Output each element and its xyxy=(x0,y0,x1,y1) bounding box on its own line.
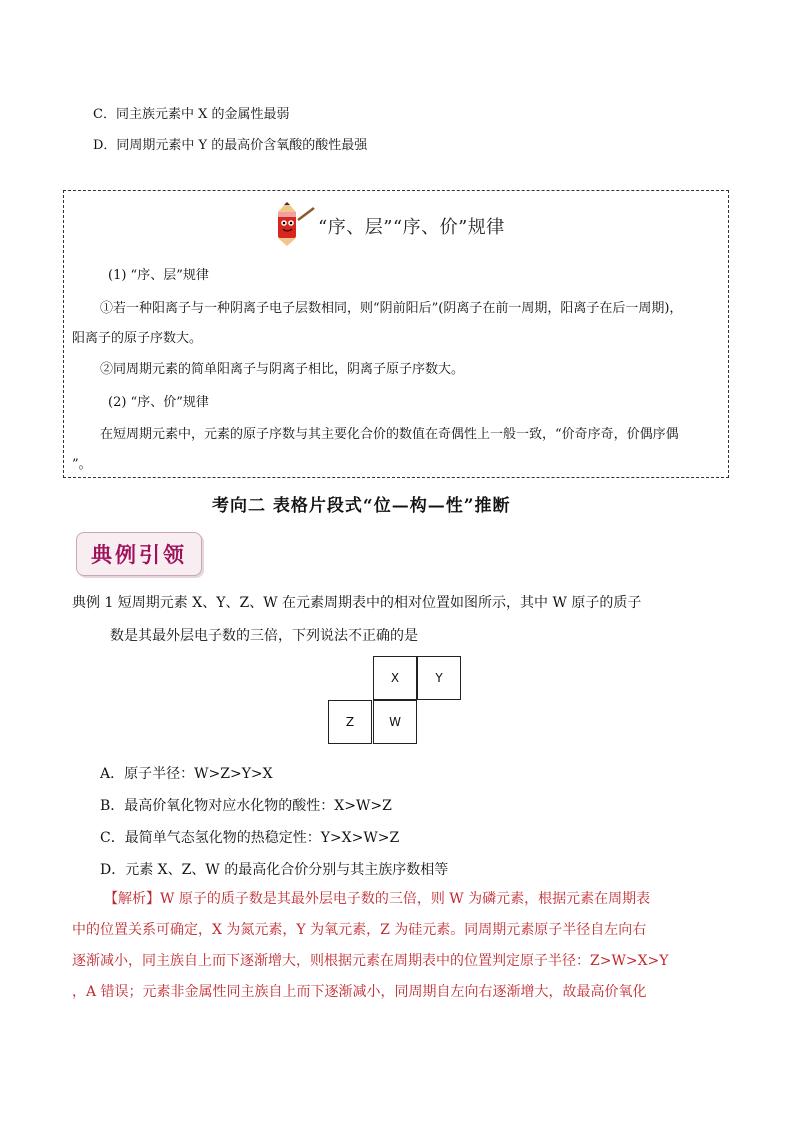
option-c: C．同主族元素中 X 的金属性最弱 xyxy=(93,107,290,122)
example-badge xyxy=(76,532,202,576)
cell-y: Y xyxy=(417,656,461,700)
option-a: A．原子半径：W>Z>Y>X xyxy=(100,766,273,782)
cell-w: W xyxy=(373,700,417,744)
rule-item2-line1: 在短周期元素中，元素的原子序数与其主要化合价的数值在奇偶性上一般一致，“价奇序奇，价偶序偶 xyxy=(100,427,679,442)
rule-item1-a-line1: ①若一种阳离子与一种阴离子电子层数相同，则“阴前阳后”(阴离子在前一周期，阳离子在后一周期)， xyxy=(100,301,683,316)
solution-line3: 逐渐减小，同主族自上而下逐渐增大，则根据元素在周期表中的位置判定原子半径：Z>W>X>Y xyxy=(72,953,669,969)
solution-line2: 中的位置关系可确定，X 为氮元素，Y 为氧元素，Z 为硅元素。同周期元素原子半径自左向右 xyxy=(72,922,647,938)
option-d: D．同周期元素中 Y 的最高价含氧酸的酸性最强 xyxy=(93,138,368,153)
rule-item1-heading: (1) “序、层”规律 xyxy=(108,268,209,283)
rule-item1-b: ②同周期元素的简单阳离子与阴离子相比，阴离子原子序数大。 xyxy=(100,362,465,377)
example-badge-label: 典例引领 xyxy=(91,542,187,567)
rule-item1-a-line2: 阳离子的原子序数大。 xyxy=(72,331,203,346)
option-d2: D．元素 X、Z、W 的最高化合价分别与其主族序数相等 xyxy=(100,862,449,878)
option-b: B．最高价氧化物对应水化物的酸性：X>W>Z xyxy=(100,798,392,814)
rule-item2-heading: (2) “序、价”规律 xyxy=(108,395,209,410)
example-line1: 典例 1 短周期元素 X、Y、Z、W 在元素周期表中的相对位置如图所示，其中 W 原子的质子 xyxy=(72,595,642,611)
section-heading: 考向二 表格片段式“位—构—性”推断 xyxy=(212,496,511,516)
cell-x: X xyxy=(373,656,417,700)
cell-z: Z xyxy=(328,700,372,744)
solution-line4: ，A 错误；元素非金属性同主族自上而下逐渐减小，同周期自左向右逐渐增大，故最高价氧化 xyxy=(72,984,647,1000)
solution-line1: 【解析】W 原子的质子数是其最外层电子数的三倍，则 W 为磷元素，根据元素在周期表 xyxy=(104,891,651,907)
pencil-mascot-icon xyxy=(268,198,316,250)
example-line2: 数是其最外层电子数的三倍，下列说法不正确的是 xyxy=(110,628,418,644)
rule-item2-line2: ”。 xyxy=(72,457,92,472)
option-c2: C．最简单气态氢化物的热稳定性：Y>X>W>Z xyxy=(100,830,400,846)
rule-box-title: “序、层”“序、价”规律 xyxy=(318,217,505,238)
